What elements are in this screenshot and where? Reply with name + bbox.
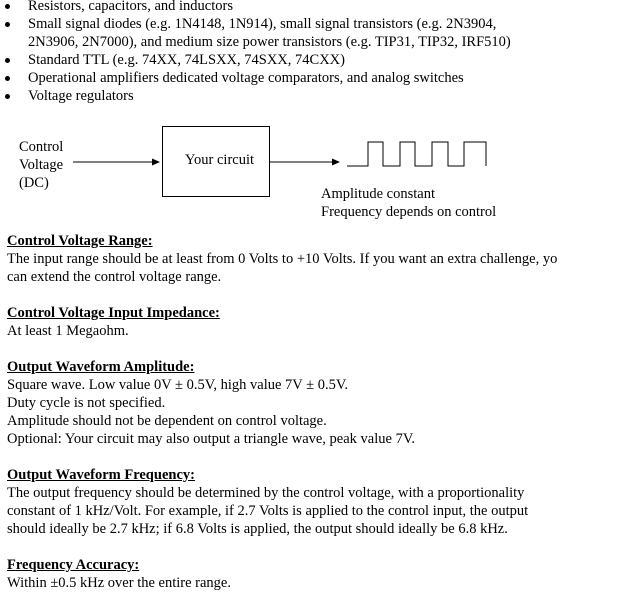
input-label-line-1: Control (19, 139, 64, 155)
section-line: Optional: Your circuit may also output a triangle wave, peak value 7V. (7, 431, 416, 447)
list-item-text: Resistors, capacitors, and inductors (28, 0, 233, 14)
section-line: Amplitude should not be dependent on control voltage. (7, 413, 327, 429)
input-label-line-3: (DC) (19, 175, 49, 191)
section-line: The input range should be at least from 0 Volts to +10 Volts. If you want an extra challenge, yo (7, 251, 558, 267)
specifications (7, 232, 620, 610)
bullet-icon (5, 22, 10, 27)
section-heading: Control Voltage Range: (7, 233, 153, 249)
output-arrow-head (332, 159, 340, 166)
section-line: Within ±0.5 kHz over the entire range. (7, 575, 231, 591)
square-wave-icon (347, 142, 486, 166)
waveform-amplitude-section (7, 358, 620, 448)
parts-list (0, 0, 620, 105)
control-voltage-range-section (7, 232, 620, 286)
list-item (0, 51, 620, 69)
section-heading: Output Waveform Frequency: (7, 467, 195, 483)
list-item-text: Small signal diodes (e.g. 1N4148, 1N914), small signal transistors (e.g. 2N3904, (28, 16, 497, 32)
frequency-accuracy-section (7, 556, 620, 592)
section-line: can extend the control voltage range. (7, 269, 222, 285)
bullet-icon (5, 58, 10, 63)
input-impedance-section (7, 304, 620, 340)
list-item-text: Operational amplifiers dedicated voltage comparators, and analog switches (28, 70, 464, 86)
list-item-continuation (0, 33, 620, 51)
bullet-icon (5, 76, 10, 81)
section-heading: Output Waveform Amplitude: (7, 359, 195, 375)
list-item-text: Standard TTL (e.g. 74XX, 74LSXX, 74SXX, 74CXX) (28, 52, 345, 68)
circuit-box-label: Your circuit (185, 152, 255, 168)
section-heading: Control Voltage Input Impedance: (7, 305, 220, 321)
list-item-text: 2N3906, 2N7000), and medium size power transistors (e.g. TIP31, TIP32, IRF510) (28, 34, 511, 50)
bullet-icon (5, 4, 10, 9)
input-label-line-2: Voltage (19, 157, 64, 173)
waveform-frequency-section (7, 466, 620, 538)
section-line: Square wave. Low value 0V ± 0.5V, high value 7V ± 0.5V. (7, 377, 349, 393)
list-item (0, 0, 620, 15)
block-diagram (0, 120, 620, 230)
section-heading: Frequency Accuracy: (7, 557, 140, 573)
section-line: constant of 1 kHz/Volt. For example, if 2.7 Volts is applied to the control input, the output (7, 503, 529, 519)
diagram-graphics (0, 120, 620, 230)
section-line: should ideally be 2.7 kHz; if 6.8 Volts is applied, the output should ideally be 6.8 kHz. (7, 521, 508, 537)
section-line: At least 1 Megaohm. (7, 323, 129, 339)
list-item (0, 87, 620, 105)
bullet-icon (5, 94, 10, 99)
output-caption-line-2: Frequency depends on control (321, 204, 497, 220)
list-item (0, 69, 620, 87)
section-line: The output frequency should be determined by the control voltage, with a proportionality (7, 485, 525, 501)
list-item (0, 15, 620, 33)
input-arrow-head (152, 159, 160, 166)
list-item-text: Voltage regulators (28, 88, 134, 104)
output-caption-line-1: Amplitude constant (321, 186, 435, 202)
section-line: Duty cycle is not specified. (7, 395, 166, 411)
